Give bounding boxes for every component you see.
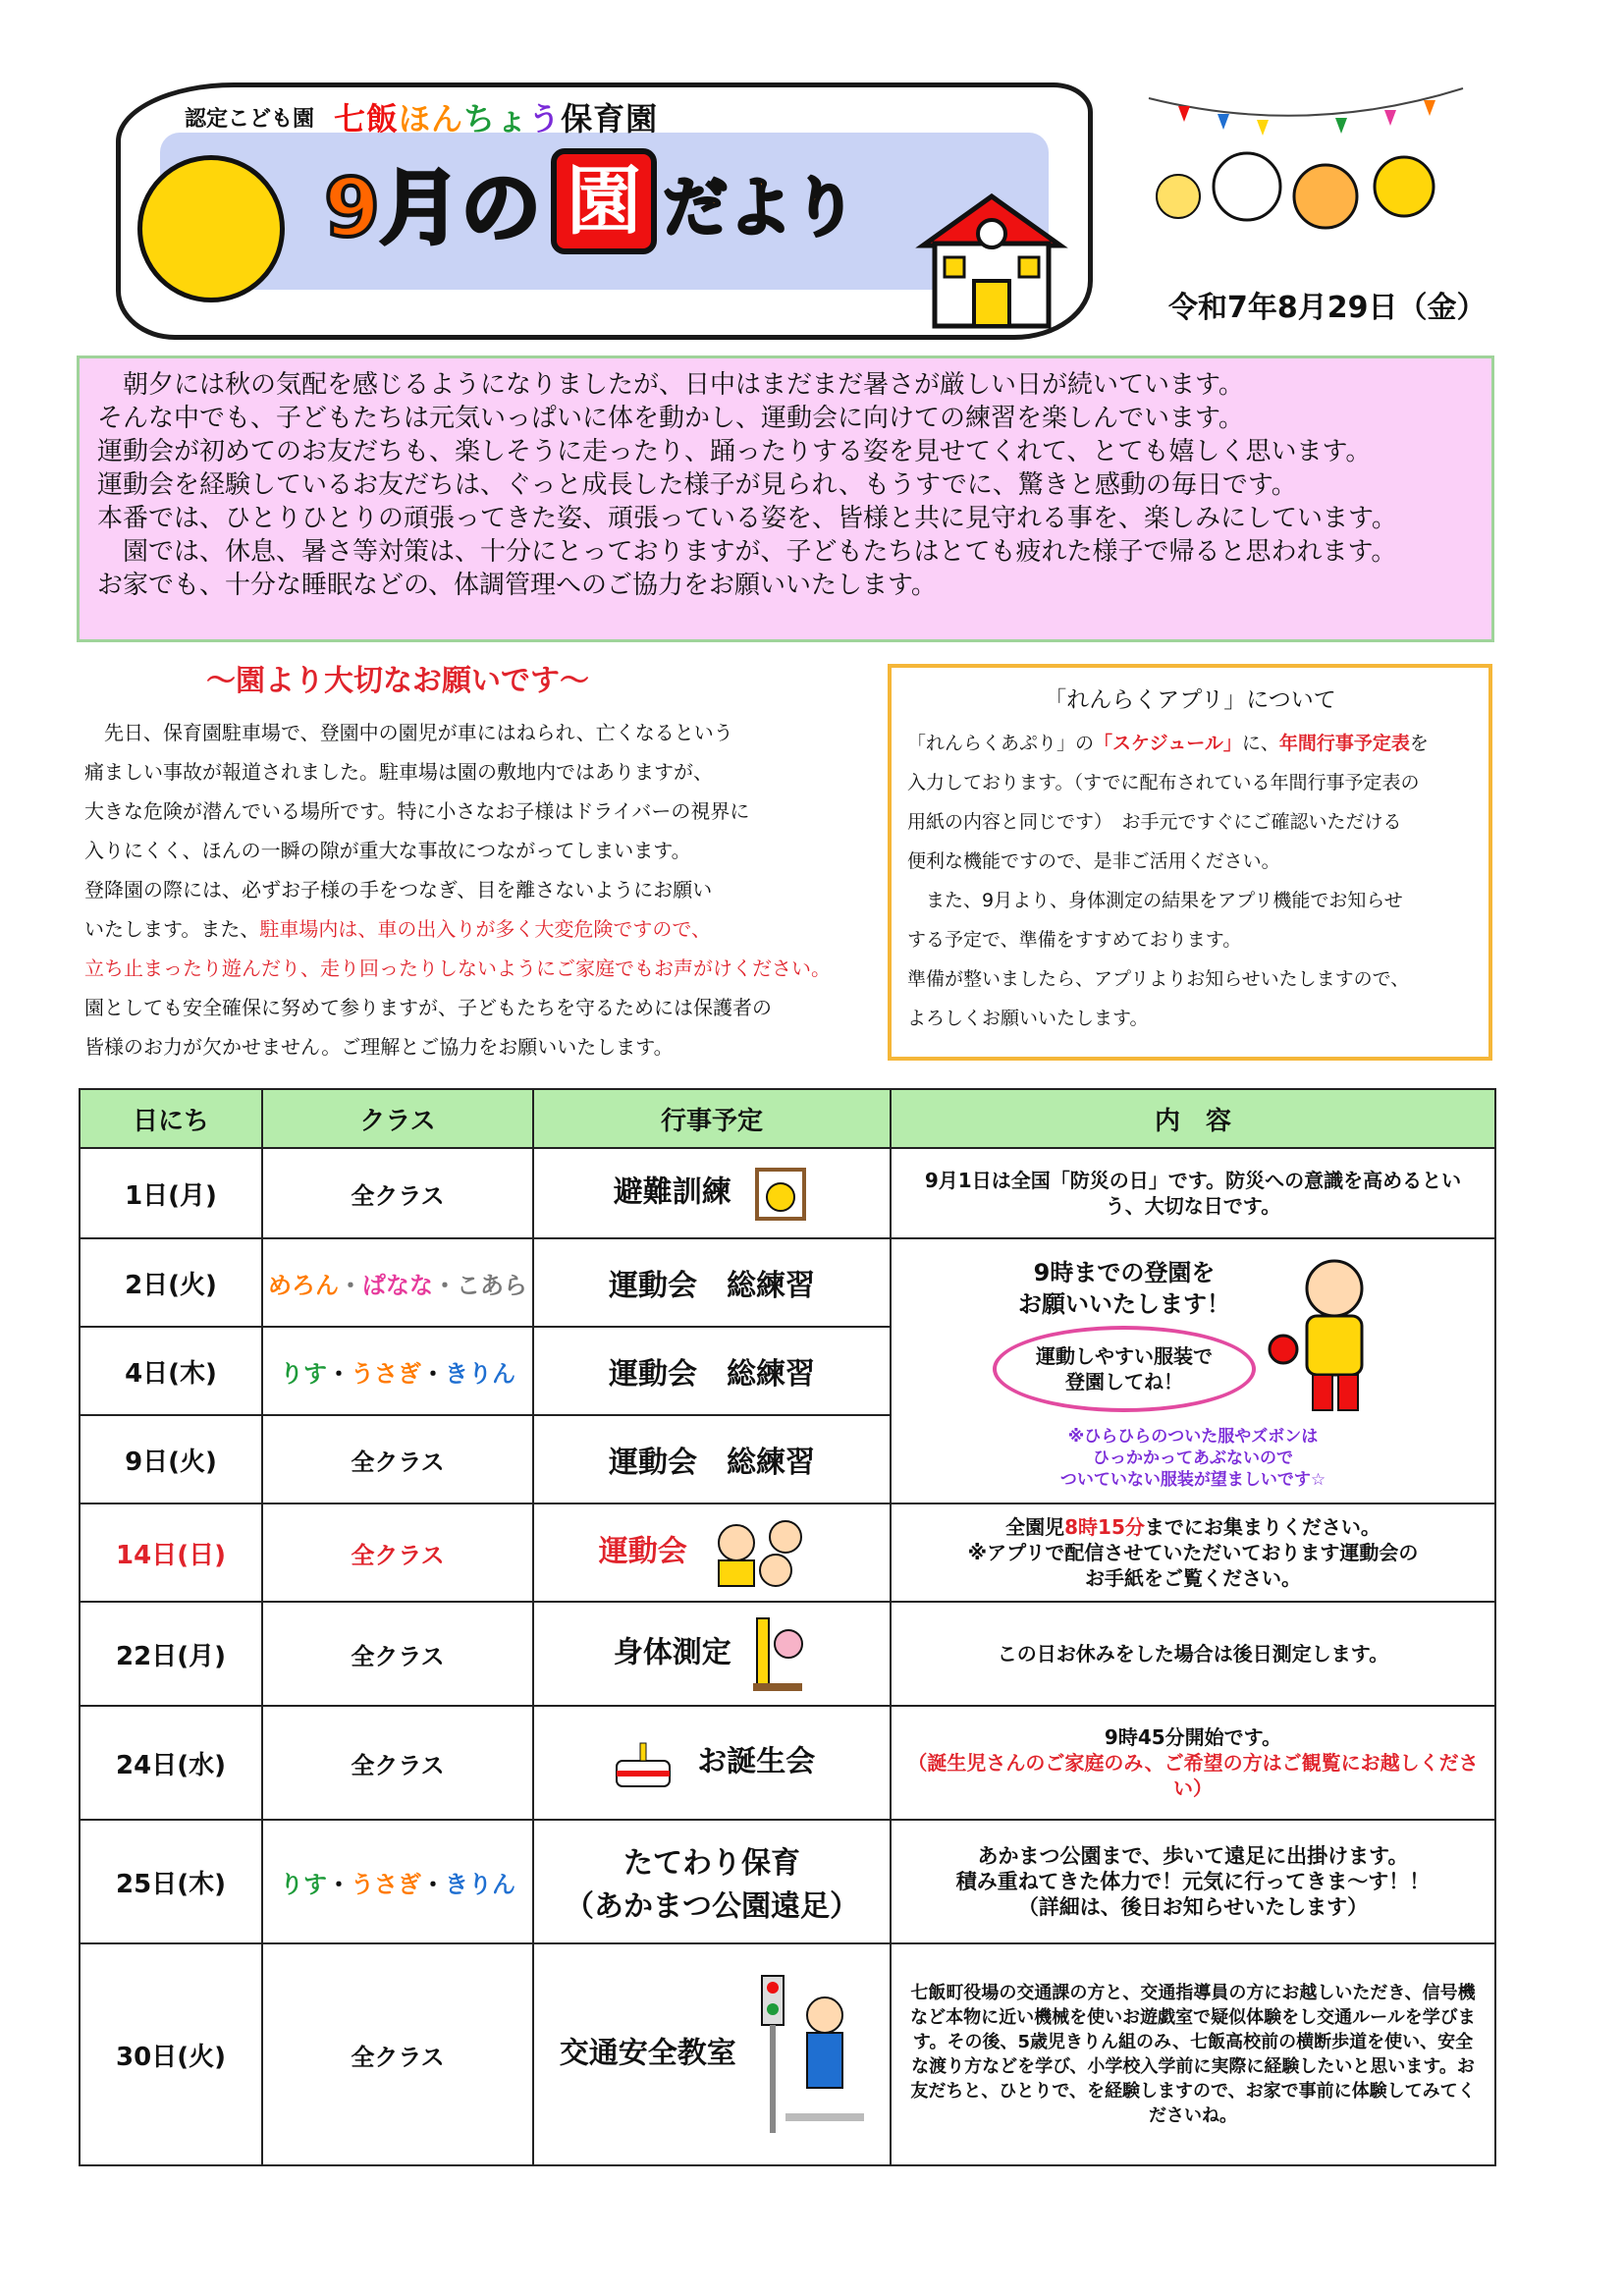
safety-warning: 駐車場内は、車の出入りが多く大変危険ですので、 <box>259 917 712 941</box>
row-event <box>533 1602 891 1706</box>
note-line: ひっかかってあぶないので <box>1093 1449 1293 1468</box>
sports-day-animals-icon <box>1139 79 1473 255</box>
arrival-line: お願いいたします！ <box>1018 1290 1230 1318</box>
evacuation-drill-icon <box>751 1164 810 1223</box>
birthday-cake-icon <box>609 1733 677 1792</box>
row-class: 全クラス <box>262 1148 533 1238</box>
greeting-line: 運動会を経験しているお友だちは、ぐっと成長した様子が見られ、もうすでに、驚きと感動の毎日です。 <box>97 470 1297 500</box>
row-event: 運動会 総練習 <box>533 1327 891 1415</box>
row-event: 運動会 総練習 <box>533 1238 891 1327</box>
greeting-line: 本番では、ひとりひとりの頑張ってきた姿、頑張っている姿を、皆様と共に見守れる事を、楽しみにしています。 <box>97 504 1397 533</box>
row-date: 24日(水) <box>80 1706 262 1820</box>
moon-illustration-icon <box>137 155 285 302</box>
school-name-char: 育 <box>593 100 626 137</box>
app-notice-title: 「れんらくアプリ」について <box>1044 687 1336 713</box>
arrival-line: 9時までの登園を <box>1033 1259 1216 1286</box>
greeting-box <box>77 355 1494 642</box>
title-tail: だより <box>663 169 858 246</box>
schedule-table <box>79 1088 1496 2166</box>
content-text: ※アプリで配信させていただいております運動会の <box>967 1541 1419 1564</box>
sports-day-kids-icon <box>707 1513 825 1592</box>
girl-exercising-icon <box>1256 1251 1393 1418</box>
row-date: 22日(月) <box>80 1602 262 1706</box>
class-risu: りす <box>280 1359 327 1388</box>
row-class: 全クラス <box>262 1415 533 1503</box>
row-class <box>262 1238 533 1327</box>
class-sep: ・ <box>327 1870 351 1898</box>
event-label: お誕生会 <box>697 1744 816 1779</box>
clothing-bubble <box>993 1326 1256 1412</box>
app-line: する予定で、準備をすすめております。 <box>907 929 1242 951</box>
row-class <box>262 1327 533 1415</box>
row-class <box>262 1820 533 1943</box>
row-event <box>533 1503 891 1602</box>
safety-notice <box>84 713 880 1066</box>
app-line <box>907 724 1473 763</box>
class-sep: ・ <box>433 1271 457 1299</box>
app-line: 入力しております。（すでに配布されている年間行事予定表の <box>907 772 1420 793</box>
class-risu: りす <box>280 1870 327 1898</box>
app-text: を <box>1409 733 1429 754</box>
row-date: 25日(木) <box>80 1820 262 1943</box>
bubble-line: 登園してね！ <box>1065 1370 1183 1394</box>
app-line: 準備が整いましたら、アプリよりお知らせいたしますので、 <box>907 968 1410 990</box>
class-sep: ・ <box>339 1271 362 1299</box>
safety-line <box>84 909 880 949</box>
row-date: 4日(木) <box>80 1327 262 1415</box>
app-line: 用紙の内容と同じです） お手元ですぐにご確認いただける <box>907 811 1402 833</box>
school-name-char: う <box>528 100 562 137</box>
greeting-line: そんな中でも、子どもたちは元気いっぱいに体を動かし、運動会に向けての練習を楽しんでいます。 <box>97 404 1244 433</box>
table-row <box>80 1706 1495 1820</box>
app-line: よろしくお願いいたします。 <box>907 1008 1149 1029</box>
table-row <box>80 1148 1495 1238</box>
table-row <box>80 1238 1495 1327</box>
row-content: この日お休みをした場合は後日測定します。 <box>891 1602 1495 1706</box>
table-row <box>80 1503 1495 1602</box>
school-name-char: 七 <box>334 100 367 137</box>
row-class: 全クラス <box>262 1602 533 1706</box>
table-row <box>80 1943 1495 2165</box>
class-sep: ・ <box>327 1359 351 1388</box>
event-label: たてわり保育 <box>623 1846 800 1881</box>
event-label: 運動会 <box>598 1534 687 1569</box>
table-row <box>80 1602 1495 1706</box>
class-usagi: うさぎ <box>351 1359 421 1388</box>
school-name-char: 園 <box>625 100 659 137</box>
header-content: 内 容 <box>891 1089 1495 1148</box>
header-class: クラス <box>262 1089 533 1148</box>
certified-badge: 認定こども園 <box>185 107 315 132</box>
newsletter-title <box>324 147 857 255</box>
safety-notice-title: ～園より大切なお願いです～ <box>206 664 589 698</box>
row-date: 2日(火) <box>80 1238 262 1327</box>
safety-text: いたします。また、 <box>84 917 260 941</box>
app-text: に、 <box>1241 733 1279 754</box>
app-notice <box>888 664 1492 1061</box>
row-date: 30日(火) <box>80 1943 262 2165</box>
safety-line: 園としても安全確保に努めて参りますが、子どもたちを守るためには保護者の <box>84 996 772 1019</box>
app-line: 便利な機能ですので、是非ご活用ください。 <box>907 850 1280 872</box>
app-text: 「れんらくあぷり」の <box>907 733 1095 754</box>
safety-line: 入りにくく、ほんの一瞬の隙が重大な事故につながってしまいます。 <box>84 839 691 862</box>
bubble-line: 運動しやすい服装で <box>1036 1344 1213 1368</box>
school-name-char: ん <box>431 100 464 137</box>
row-event: 運動会 総練習 <box>533 1415 891 1503</box>
app-line: また、9月より、身体測定の結果をアプリ機能でお知らせ <box>907 890 1403 911</box>
header-date: 日にち <box>80 1089 262 1148</box>
greeting-line: 園では、休息、暑さ等対策は、十分にとっておりますが、子どもたちはとても疲れた様子で帰ると思われます。 <box>97 537 1397 567</box>
safety-line: 皆様のお力が欠かせません。ご理解とご協力をお願いいたします。 <box>84 1035 674 1059</box>
event-label: 避難訓練 <box>613 1175 731 1210</box>
safety-warning: 立ち止まったり遊んだり、走り回ったりしないようにご家庭でもお声がけください。 <box>84 957 831 980</box>
event-label: （あかまつ公園遠足） <box>565 1889 859 1924</box>
traffic-safety-icon <box>756 1966 864 2143</box>
safety-line: 登降園の際には、必ずお子様の手をつなぎ、目を離さないようにお願い <box>84 878 713 902</box>
row-event <box>533 1820 891 1943</box>
content-text: あかまつ公園まで、歩いて遠足に出掛けます。 <box>977 1844 1409 1868</box>
table-row <box>80 1820 1495 1943</box>
row-date: 9日(火) <box>80 1415 262 1503</box>
school-name-char: ち <box>463 100 497 137</box>
class-kirin: きりん <box>445 1870 515 1898</box>
content-text: までにお集まりください。 <box>1144 1515 1380 1539</box>
school-name-char: 保 <box>561 100 594 137</box>
row-class: 全クラス <box>262 1503 533 1602</box>
class-kirin: きりん <box>445 1359 515 1388</box>
class-koala: こあら <box>457 1271 527 1299</box>
row-content: 七飯町役場の交通課の方と、交通指導員の方にお越しいただき、信号機など本物に近い機械を使いお遊戯室で疑似体験をし交通ルールを学びます。その後、5歳児きりん組のみ、七飯高校前の横断歩道を使い、安全な渡り方などを学び、小学校入学前に実際に経験したいと思います。お友だちと、ひとりで、を経験しますので、お家で事前に体験してみてくださいね。 <box>891 1943 1495 2165</box>
content-text: （詳細は、後日お知らせいたします） <box>1017 1895 1369 1919</box>
row-event <box>533 1706 891 1820</box>
safety-line: 大きな危険が潜んでいる場所です。特に小さなお子様はドライバーの視界に <box>84 799 750 823</box>
content-highlight: 8時15分 <box>1064 1515 1145 1539</box>
header-event: 行事予定 <box>533 1089 891 1148</box>
row-content <box>891 1503 1495 1602</box>
row-content <box>891 1820 1495 1943</box>
event-label: 交通安全教室 <box>559 2036 736 2071</box>
class-sep: ・ <box>421 1870 445 1898</box>
school-name <box>334 94 658 139</box>
row-date: 1日(月) <box>80 1148 262 1238</box>
title-kanji: 園 <box>551 148 657 254</box>
title-month: 9月の <box>324 161 542 255</box>
content-text: お手紙をご覧ください。 <box>1085 1566 1301 1590</box>
row-event <box>533 1148 891 1238</box>
note-line: ついていない服装が望ましいです☆ <box>1059 1470 1326 1490</box>
class-usagi: うさぎ <box>351 1870 421 1898</box>
safety-line: 先日、保育園駐車場で、登園中の園児が車にはねられ、亡くなるという <box>84 721 733 744</box>
row-date: 14日(日) <box>80 1503 262 1602</box>
class-sep: ・ <box>421 1359 445 1388</box>
school-name-char: ょ <box>496 100 529 137</box>
class-banana: ぱなな <box>362 1271 433 1299</box>
school-building-icon <box>913 187 1070 334</box>
greeting-line: 朝夕には秋の気配を感じるようになりましたが、日中はまだまだ暑さが厳しい日が続いています。 <box>97 370 1244 400</box>
row-content <box>891 1706 1495 1820</box>
content-text: 積み重ねてきた体力で！元気に行ってきま～す！！ <box>955 1870 1431 1893</box>
greeting-line: 運動会が初めてのお友だちも、楽しそうに走ったり、踊ったりする姿を見せてくれて、とても嬉しく思います。 <box>97 437 1372 466</box>
greeting-line: お家でも、十分な睡眠などの、体調管理へのご協力をお願いいたします。 <box>97 571 937 600</box>
school-name-char: ほ <box>399 100 432 137</box>
row-content: 9月1日は全国「防災の日」です。防災への意識を高めるという、大切な日です。 <box>891 1148 1495 1238</box>
row-event <box>533 1943 891 2165</box>
row-class: 全クラス <box>262 1706 533 1820</box>
content-highlight: （誕生児さんのご家庭のみ、ご希望の方はご観覧にお越しください） <box>907 1751 1479 1800</box>
class-melon: めろん <box>268 1271 339 1299</box>
note-line: ※ひらひらのついた服やズボンは <box>1067 1427 1319 1447</box>
clothing-note <box>905 1426 1481 1491</box>
app-highlight: 年間行事予定表 <box>1278 733 1410 754</box>
content-text: 全園児 <box>1005 1515 1065 1539</box>
safety-line: 痛ましい事故が報道されました。駐車場は園の敷地内ではありますが、 <box>84 760 713 784</box>
row-class: 全クラス <box>262 1943 533 2165</box>
height-measure-icon <box>751 1614 810 1693</box>
school-name-char: 飯 <box>366 100 400 137</box>
content-text: 9時45分開始です。 <box>1104 1725 1282 1749</box>
event-label: 身体測定 <box>613 1635 731 1670</box>
practice-note <box>891 1238 1495 1503</box>
app-highlight: 「スケジュール」 <box>1094 733 1242 754</box>
issue-date: 令和7年8月29日（金） <box>1168 291 1487 325</box>
